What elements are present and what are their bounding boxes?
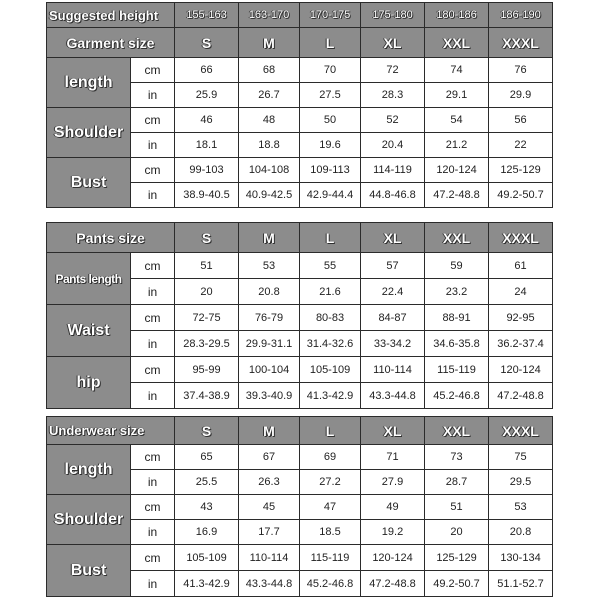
size-header: M: [239, 28, 300, 58]
garment-size-label: Garment size: [47, 28, 175, 58]
value-cell: 65: [175, 445, 239, 470]
size-header: M: [239, 417, 300, 445]
size-header: XXXL: [489, 28, 553, 58]
value-cell: 92-95: [489, 305, 553, 331]
value-cell: 75: [489, 445, 553, 470]
value-cell: 26.7: [239, 83, 300, 108]
size-header: XXXL: [489, 417, 553, 445]
value-cell: 25.5: [175, 470, 239, 495]
value-cell: 33-34.2: [361, 331, 425, 357]
value-cell: 18.1: [175, 133, 239, 158]
value-cell: 43.3-44.8: [239, 571, 300, 597]
value-cell: 17.7: [239, 520, 300, 545]
value-cell: 125-129: [489, 158, 553, 183]
unit-in: in: [131, 279, 175, 305]
underwear-size-label: Underwear size: [47, 417, 175, 445]
value-cell: 47: [300, 495, 361, 520]
table-row: [47, 357, 553, 383]
unit-in: in: [131, 331, 175, 357]
value-cell: 54: [425, 108, 489, 133]
value-cell: 130-134: [489, 545, 553, 571]
value-cell: 20: [425, 520, 489, 545]
value-cell: 105-109: [300, 357, 361, 383]
size-header: XXXL: [489, 223, 553, 253]
value-cell: 71: [361, 445, 425, 470]
value-cell: 47.2-48.8: [425, 183, 489, 208]
unit-cm: cm: [131, 158, 175, 183]
height-cell: 180-186: [425, 3, 489, 28]
value-cell: 37.4-38.9: [175, 383, 239, 409]
value-cell: 19.6: [300, 133, 361, 158]
value-cell: 29.9-31.1: [239, 331, 300, 357]
underwear-size-table: [46, 416, 552, 597]
value-cell: 67: [239, 445, 300, 470]
value-cell: 25.9: [175, 83, 239, 108]
value-cell: 53: [239, 253, 300, 279]
value-cell: 47.2-48.8: [489, 383, 553, 409]
value-cell: 23.2: [425, 279, 489, 305]
suggested-height-row: [47, 3, 553, 28]
size-header: XXL: [425, 417, 489, 445]
suggested-height-label: Suggested height: [47, 3, 175, 28]
value-cell: 88-91: [425, 305, 489, 331]
value-cell: 53: [489, 495, 553, 520]
row-label-length: length: [47, 445, 131, 495]
value-cell: 114-119: [361, 158, 425, 183]
size-header: L: [300, 223, 361, 253]
value-cell: 39.3-40.9: [239, 383, 300, 409]
row-label-waist: Waist: [47, 305, 131, 357]
row-label-shoulder: Shoulder: [47, 495, 131, 545]
size-header: XL: [361, 28, 425, 58]
value-cell: 51.1-52.7: [489, 571, 553, 597]
value-cell: 100-104: [239, 357, 300, 383]
value-cell: 21.6: [300, 279, 361, 305]
unit-in: in: [131, 183, 175, 208]
size-header: XXL: [425, 223, 489, 253]
value-cell: 29.1: [425, 83, 489, 108]
value-cell: 42.9-44.4: [300, 183, 361, 208]
value-cell: 49.2-50.7: [489, 183, 553, 208]
value-cell: 27.2: [300, 470, 361, 495]
value-cell: 104-108: [239, 158, 300, 183]
value-cell: 52: [361, 108, 425, 133]
value-cell: 40.9-42.5: [239, 183, 300, 208]
value-cell: 43.3-44.8: [361, 383, 425, 409]
value-cell: 59: [425, 253, 489, 279]
value-cell: 36.2-37.4: [489, 331, 553, 357]
unit-in: in: [131, 520, 175, 545]
value-cell: 56: [489, 108, 553, 133]
height-cell: 186-190: [489, 3, 553, 28]
value-cell: 68: [239, 58, 300, 83]
value-cell: 28.7: [425, 470, 489, 495]
value-cell: 24: [489, 279, 553, 305]
value-cell: 21.2: [425, 133, 489, 158]
value-cell: 27.9: [361, 470, 425, 495]
value-cell: 61: [489, 253, 553, 279]
value-cell: 110-114: [239, 545, 300, 571]
value-cell: 105-109: [175, 545, 239, 571]
value-cell: 51: [425, 495, 489, 520]
value-cell: 115-119: [300, 545, 361, 571]
value-cell: 18.8: [239, 133, 300, 158]
row-label-bust: Bust: [47, 158, 131, 208]
unit-cm: cm: [131, 253, 175, 279]
unit-cm: cm: [131, 108, 175, 133]
unit-cm: cm: [131, 58, 175, 83]
size-header: L: [300, 417, 361, 445]
value-cell: 66: [175, 58, 239, 83]
value-cell: 110-114: [361, 357, 425, 383]
size-header: XXL: [425, 28, 489, 58]
table-row: [47, 108, 553, 133]
pants-size-row: [47, 223, 553, 253]
table-row: [47, 158, 553, 183]
garment-size-row: [47, 28, 553, 58]
value-cell: 120-124: [489, 357, 553, 383]
value-cell: 45.2-46.8: [425, 383, 489, 409]
value-cell: 49.2-50.7: [425, 571, 489, 597]
table-row: [47, 495, 553, 520]
value-cell: 19.2: [361, 520, 425, 545]
value-cell: 18.5: [300, 520, 361, 545]
row-label-pants-length: Pants length: [47, 253, 131, 305]
size-header: XL: [361, 223, 425, 253]
pants-size-label: Pants size: [47, 223, 175, 253]
value-cell: 38.9-40.5: [175, 183, 239, 208]
unit-cm: cm: [131, 445, 175, 470]
row-label-bust: Bust: [47, 545, 131, 597]
value-cell: 29.9: [489, 83, 553, 108]
row-label-length: length: [47, 58, 131, 108]
unit-cm: cm: [131, 495, 175, 520]
value-cell: 84-87: [361, 305, 425, 331]
value-cell: 16.9: [175, 520, 239, 545]
value-cell: 80-83: [300, 305, 361, 331]
value-cell: 28.3: [361, 83, 425, 108]
value-cell: 47.2-48.8: [361, 571, 425, 597]
value-cell: 20: [175, 279, 239, 305]
unit-in: in: [131, 571, 175, 597]
value-cell: 120-124: [361, 545, 425, 571]
value-cell: 22.4: [361, 279, 425, 305]
unit-cm: cm: [131, 305, 175, 331]
value-cell: 76: [489, 58, 553, 83]
value-cell: 45.2-46.8: [300, 571, 361, 597]
value-cell: 51: [175, 253, 239, 279]
height-cell: 163-170: [239, 3, 300, 28]
value-cell: 70: [300, 58, 361, 83]
unit-in: in: [131, 133, 175, 158]
table-row: [47, 305, 553, 331]
value-cell: 69: [300, 445, 361, 470]
value-cell: 26.3: [239, 470, 300, 495]
underwear-size-row: [47, 417, 553, 445]
size-header: S: [175, 417, 239, 445]
row-label-shoulder: Shoulder: [47, 108, 131, 158]
value-cell: 99-103: [175, 158, 239, 183]
size-header: M: [239, 223, 300, 253]
size-header: L: [300, 28, 361, 58]
table-row: [47, 545, 553, 571]
value-cell: 115-119: [425, 357, 489, 383]
size-header: S: [175, 28, 239, 58]
value-cell: 72-75: [175, 305, 239, 331]
value-cell: 43: [175, 495, 239, 520]
height-cell: 155-163: [175, 3, 239, 28]
value-cell: 50: [300, 108, 361, 133]
value-cell: 74: [425, 58, 489, 83]
value-cell: 29.5: [489, 470, 553, 495]
value-cell: 46: [175, 108, 239, 133]
value-cell: 27.5: [300, 83, 361, 108]
unit-cm: cm: [131, 357, 175, 383]
row-label-hip: hip: [47, 357, 131, 409]
value-cell: 125-129: [425, 545, 489, 571]
value-cell: 20.4: [361, 133, 425, 158]
value-cell: 41.3-42.9: [300, 383, 361, 409]
value-cell: 22: [489, 133, 553, 158]
value-cell: 49: [361, 495, 425, 520]
value-cell: 73: [425, 445, 489, 470]
value-cell: 20.8: [239, 279, 300, 305]
value-cell: 41.3-42.9: [175, 571, 239, 597]
value-cell: 31.4-32.6: [300, 331, 361, 357]
garment-size-table: [46, 2, 552, 208]
value-cell: 57: [361, 253, 425, 279]
value-cell: 95-99: [175, 357, 239, 383]
value-cell: 44.8-46.8: [361, 183, 425, 208]
value-cell: 109-113: [300, 158, 361, 183]
value-cell: 76-79: [239, 305, 300, 331]
value-cell: 120-124: [425, 158, 489, 183]
value-cell: 72: [361, 58, 425, 83]
value-cell: 45: [239, 495, 300, 520]
table-row: [47, 58, 553, 83]
size-header: XL: [361, 417, 425, 445]
table-row: [47, 253, 553, 279]
pants-size-table: [46, 222, 552, 409]
value-cell: 34.6-35.8: [425, 331, 489, 357]
unit-in: in: [131, 383, 175, 409]
height-cell: 170-175: [300, 3, 361, 28]
value-cell: 48: [239, 108, 300, 133]
unit-cm: cm: [131, 545, 175, 571]
value-cell: 55: [300, 253, 361, 279]
size-header: S: [175, 223, 239, 253]
table-row: [47, 445, 553, 470]
height-cell: 175-180: [361, 3, 425, 28]
value-cell: 20.8: [489, 520, 553, 545]
value-cell: 28.3-29.5: [175, 331, 239, 357]
unit-in: in: [131, 470, 175, 495]
unit-in: in: [131, 83, 175, 108]
